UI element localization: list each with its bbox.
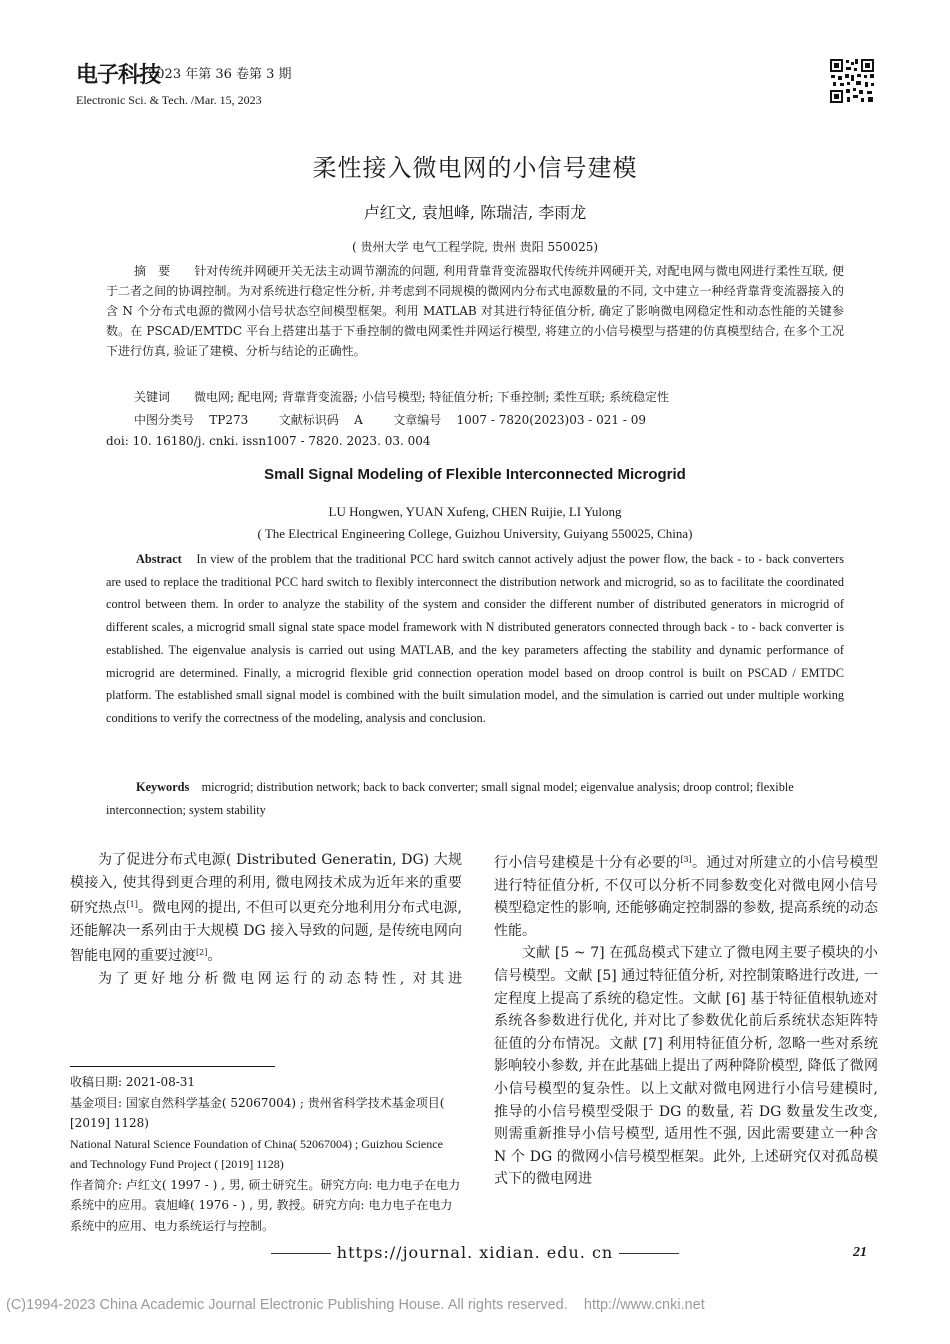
doc-code-label: 文献标识码: [278, 413, 339, 427]
footnote-divider: [70, 1066, 275, 1067]
affiliation: ( 贵州大学 电气工程学院, 贵州 贵阳 550025): [351, 240, 599, 254]
abstract-en-label: Abstract: [136, 552, 182, 566]
paper-title: 柔性接入微电网的小信号建模: [312, 154, 638, 182]
author-bio: 作者简介: 卢红文( 1997 - ) , 男, 硕士研究生。研究方向: 电力电子在电力系统中的应用。袁旭峰( 1976 - ) , 男, 教授。研究方向: 电力电子在电力系统中的应用、电力系统运行与控制。: [70, 1177, 461, 1233]
fund-en: National Natural Science Foundation of China( 52067004) ; Guizhou Science and Technology Fund Project ( [2019] 1128): [70, 1136, 443, 1171]
body-column-right: [494, 849, 878, 1191]
doc-code-value: A: [354, 413, 363, 427]
journal-english-name: Electronic Sci. & Tech. /Mar. 15, 2023: [76, 93, 262, 107]
body-column-left: [70, 849, 462, 991]
footer-dash-left: [271, 1253, 331, 1254]
abstract-zh: [106, 261, 844, 361]
citation-ref[interactable]: [3]: [680, 855, 692, 864]
journal-url-line: [0, 1243, 950, 1262]
body-paragraph: [70, 849, 462, 968]
received-date: 收稿日期: 2021-08-31: [70, 1075, 196, 1089]
keywords-en: [106, 776, 844, 821]
keywords-en-label: Keywords: [136, 780, 190, 794]
citation-ref[interactable]: [1]: [126, 900, 138, 910]
issue-info: 2023 年第 36 卷第 3 期: [148, 67, 292, 82]
body-text: 为了促进分布式电源( Distributed Generatin, DG) 大规模接入, 使其得到更合理的利用, 微电网技术成为近年来的重要研究热点: [70, 852, 462, 917]
page-number: 21: [853, 1245, 867, 1260]
paper-title-en: Small Signal Modeling of Flexible Interconnected Microgrid: [264, 466, 686, 483]
keywords-zh-text: 微电网; 配电网; 背靠背变流器; 小信号模型; 特征值分析; 下垂控制; 柔性互联; 系统稳定性: [194, 390, 670, 404]
footnotes: [70, 1072, 462, 1236]
article-no-value: 1007 - 7820(2023)03 - 021 - 09: [456, 413, 647, 427]
citation-ref[interactable]: [2]: [196, 948, 208, 958]
clc-value: TP273: [209, 413, 249, 427]
body-text: 。: [207, 948, 222, 965]
fund-zh: 基金项目: 国家自然科学基金( 52067004) ; 贵州省科学技术基金项目( [2019] 1128): [70, 1095, 445, 1130]
keywords-zh-label: 关键词: [134, 390, 171, 404]
clc-label: 中图分类号: [134, 413, 195, 427]
classification: [134, 410, 646, 430]
keywords-en-text: microgrid; distribution network; back to back converter; small signal model; eigenvalue analysis; droop control; flexible interconnection; system stability: [106, 780, 794, 817]
footer-dash-right: [619, 1253, 679, 1254]
keywords-zh: [106, 387, 844, 407]
journal-url[interactable]: https://journal. xidian. edu. cn: [336, 1243, 614, 1262]
authors: 卢红文, 袁旭峰, 陈瑞洁, 李雨龙: [363, 203, 587, 222]
abstract-zh-text: 针对传统并网硬开关无法主动调节潮流的问题, 利用背靠背变流器取代传统并网硬开关, 对配电网与微电网进行柔性互联, 便于二者之间的协调控制。为对系统进行稳定性分析, 并考虑到不同规模的微网内分布式电源数量的不同, 文中建立一种经背靠背变流器接入的含 N 个分布式电源的微网小信号状态空间模型框架。利用 MATLAB 对其进行特征值分析, 确定了影响微电网稳定性和动态性能的关键参数。在 PSCAD/EMTDC 平台上搭建出基于下垂控制的微电网柔性并网运行模型, 将建立的小信号模型与搭建的仿真模型结合, 在多个工况下进行仿真, 验证了建模、分析与结论的正确性。: [106, 264, 844, 358]
body-text: 。微电网的提出, 不但可以更充分地利用分布式电源, 还能解决一系列由于大规模 DG 接入导致的问题, 是传统电网向智能电网的重要过渡: [70, 900, 463, 965]
article-no-label: 文章编号: [393, 413, 442, 427]
affiliation-en: ( The Electrical Engineering College, Guizhou University, Guiyang 550025, China): [257, 526, 693, 541]
copyright-notice: (C)1994-2023 China Academic Journal Electronic Publishing House. All rights reserved. http://www.cnki.net: [6, 1297, 705, 1313]
body-paragraph: [494, 849, 878, 942]
authors-en: LU Hongwen, YUAN Xufeng, CHEN Ruijie, LI Yulong: [328, 504, 622, 519]
body-text: 。通过对所建立的小信号模型进行特征值分析, 不仅可以分析不同参数变化对微电网小信号模型稳定性的影响, 还能够确定控制器的参数, 提高系统的动态性能。: [494, 855, 878, 939]
journal-logo: 电子科技: [76, 62, 161, 88]
qr-code-icon[interactable]: [829, 58, 875, 104]
body-text: 行小信号建模是十分有必要的: [494, 855, 681, 871]
abstract-en: [106, 548, 844, 730]
abstract-en-text: In view of the problem that the traditional PCC hard switch cannot actively adjust the power flow, the back - to - back converters are used to replace the traditional PCC hard switch to flexibly interconnect the distribution network and microgrid, so as to facilitate the coordinated control between them. In order to analyze the stability of the system and consider the different number of distributed generators in microgrid of different scales, a microgrid small signal state space model framework with N distributed generators connected through back - to - back converter is established. The eigenvalue analysis is carried out using MATLAB, and the key parameters affecting the stability and dynamic performance of microgrid are determined. Finally, a microgrid flexible grid connection operation model based on droop control is built on PSCAD / EMTDC platform. The established small signal model is combined with the built simulation model, and the simulation is carried out under multiple working conditions to verify the correctness of the modeling, analysis and conclusion.: [106, 552, 844, 725]
body-paragraph: 文献 [5 ~ 7] 在孤岛模式下建立了微电网主要子模块的小信号模型。文献 [5] 通过特征值分析, 对控制策略进行改进, 一定程度上提高了系统的稳定性。文献 [6] 基于特征值根轨迹对系统各参数进行优化, 并对比了参数优化前后系统状态矩阵特征值的分布情况。文献 [7] 利用特征值分析, 忽略一些对系统影响较小参数, 并在此基础上提出了两种降阶模型, 降低了微网小信号模型的复杂性。以上文献对微电网进行小信号建模时, 推导的小信号模型受限于 DG 的数量, 若 DG 数量发生改变, 则需重新推导小信号模型, 适用性不强, 因此需要建立一种含 N 个 DG 的微网小信号模型框架。此外, 上述研究仅对孤岛模式下的微电网进: [494, 945, 878, 1188]
doi[interactable]: doi: 10. 16180/j. cnki. issn1007 - 7820. 2023. 03. 004: [106, 434, 431, 448]
abstract-zh-label: 摘 要: [134, 264, 171, 278]
body-paragraph: 为了更好地分析微电网运行的动态特性, 对其进: [98, 970, 462, 987]
